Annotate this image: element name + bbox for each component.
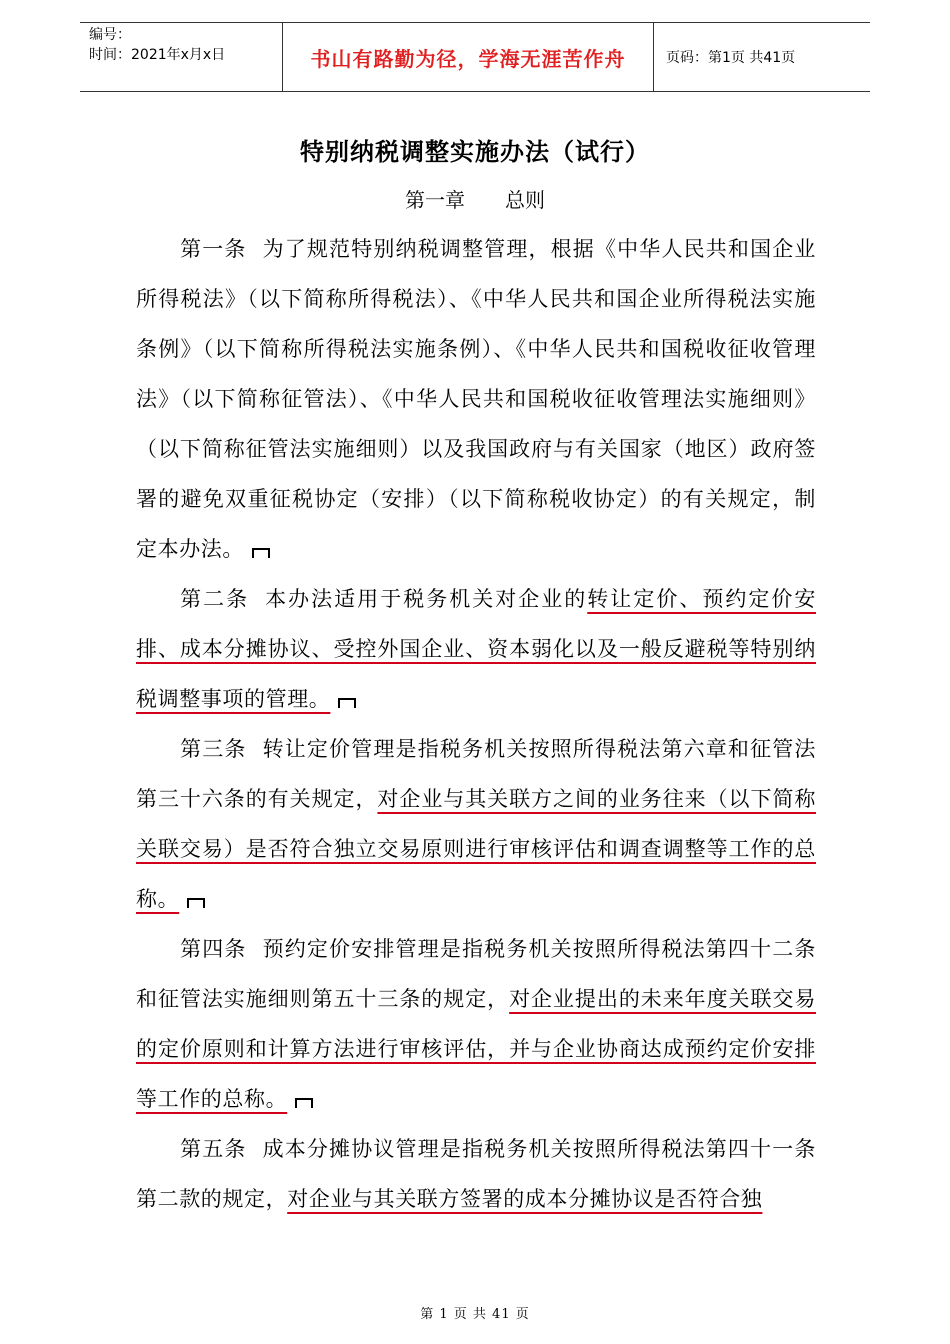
article-revision-text: 转让定价、预约定价安排、成本分摊协议、受控外国企业、资本弱化以及一般反避税等特别纳税调整事项的管理。	[136, 587, 816, 711]
article-label: 第四条	[180, 937, 247, 961]
page-info-text: 页码：第1页 共41页	[666, 50, 796, 66]
article-label: 第三条	[180, 737, 247, 761]
article-5	[136, 1124, 816, 1224]
page-footer: 第 1 页 共 41 页	[420, 1307, 530, 1322]
article-label: 第五条	[180, 1137, 247, 1161]
article-text: 预约定价安排管理是指税务机关按照所得税法第四十二条和征管法实施细则第五十三条的规定，	[136, 937, 816, 1011]
motto-text: 书山有路勤为径，学海无涯苦作舟	[310, 46, 626, 71]
header-page-info	[654, 23, 870, 91]
article-text: 成本分摊协议管理是指税务机关按照所得税法第四十一条第二款的规定，	[136, 1137, 816, 1211]
article-text: 本办法适用于税务机关对企业的	[265, 587, 588, 611]
article-revision-text: 对企业与其关联方之间的业务往来（以下简称关联交易）是否符合独立交易原则进行审核评估和调查调整等工作的总称。	[136, 787, 817, 911]
article-2	[136, 574, 816, 724]
article-text: 为了规范特别纳税调整管理，根据《中华人民共和国企业所得税法》（以下简称所得税法）、《中华人民共和国企业所得税法实施条例》（以下简称所得税法实施条例）、《中华人民共和国税收征收管理法》（以下简称征管法）、《中华人民共和国税收征收管理法实施细则》（以下简称征管法实施细则）以及我国政府与有关国家（地区）政府签署的避免双重征税协定（安排）（以下简称税收协定）的有关规定，制定本办法。	[136, 237, 816, 561]
document-body	[136, 224, 816, 1224]
time-label: 时间：2021年x月x日	[89, 47, 226, 63]
chapter-heading	[0, 184, 950, 213]
article-4	[136, 924, 816, 1124]
paragraph-mark-icon	[338, 698, 356, 708]
document-title: 特别纳税调整实施办法（试行）	[300, 138, 650, 166]
chapter-number: 第一章	[405, 188, 465, 212]
paragraph-mark-icon	[295, 1098, 313, 1108]
article-revision-text: 对企业与其关联方签署的成本分摊协议是否符合独	[287, 1187, 763, 1211]
paragraph-mark-icon	[252, 548, 270, 558]
chapter-name: 总则	[505, 188, 545, 212]
header-motto	[283, 23, 654, 91]
article-label: 第一条	[180, 237, 247, 261]
article-revision-text: 对企业提出的未来年度关联交易的定价原则和计算方法进行审核评估，并与企业协商达成预约定价安排等工作的总称。	[136, 987, 816, 1111]
header-meta	[80, 23, 283, 91]
paragraph-mark-icon	[187, 898, 205, 908]
article-label: 第二条	[180, 587, 250, 611]
article-3	[136, 724, 816, 924]
article-1	[136, 224, 816, 574]
article-text: 转让定价管理是指税务机关按照所得税法第六章和征管法第三十六条的有关规定，	[136, 737, 816, 811]
page-header	[80, 22, 870, 92]
number-label: 编号：	[89, 27, 131, 43]
